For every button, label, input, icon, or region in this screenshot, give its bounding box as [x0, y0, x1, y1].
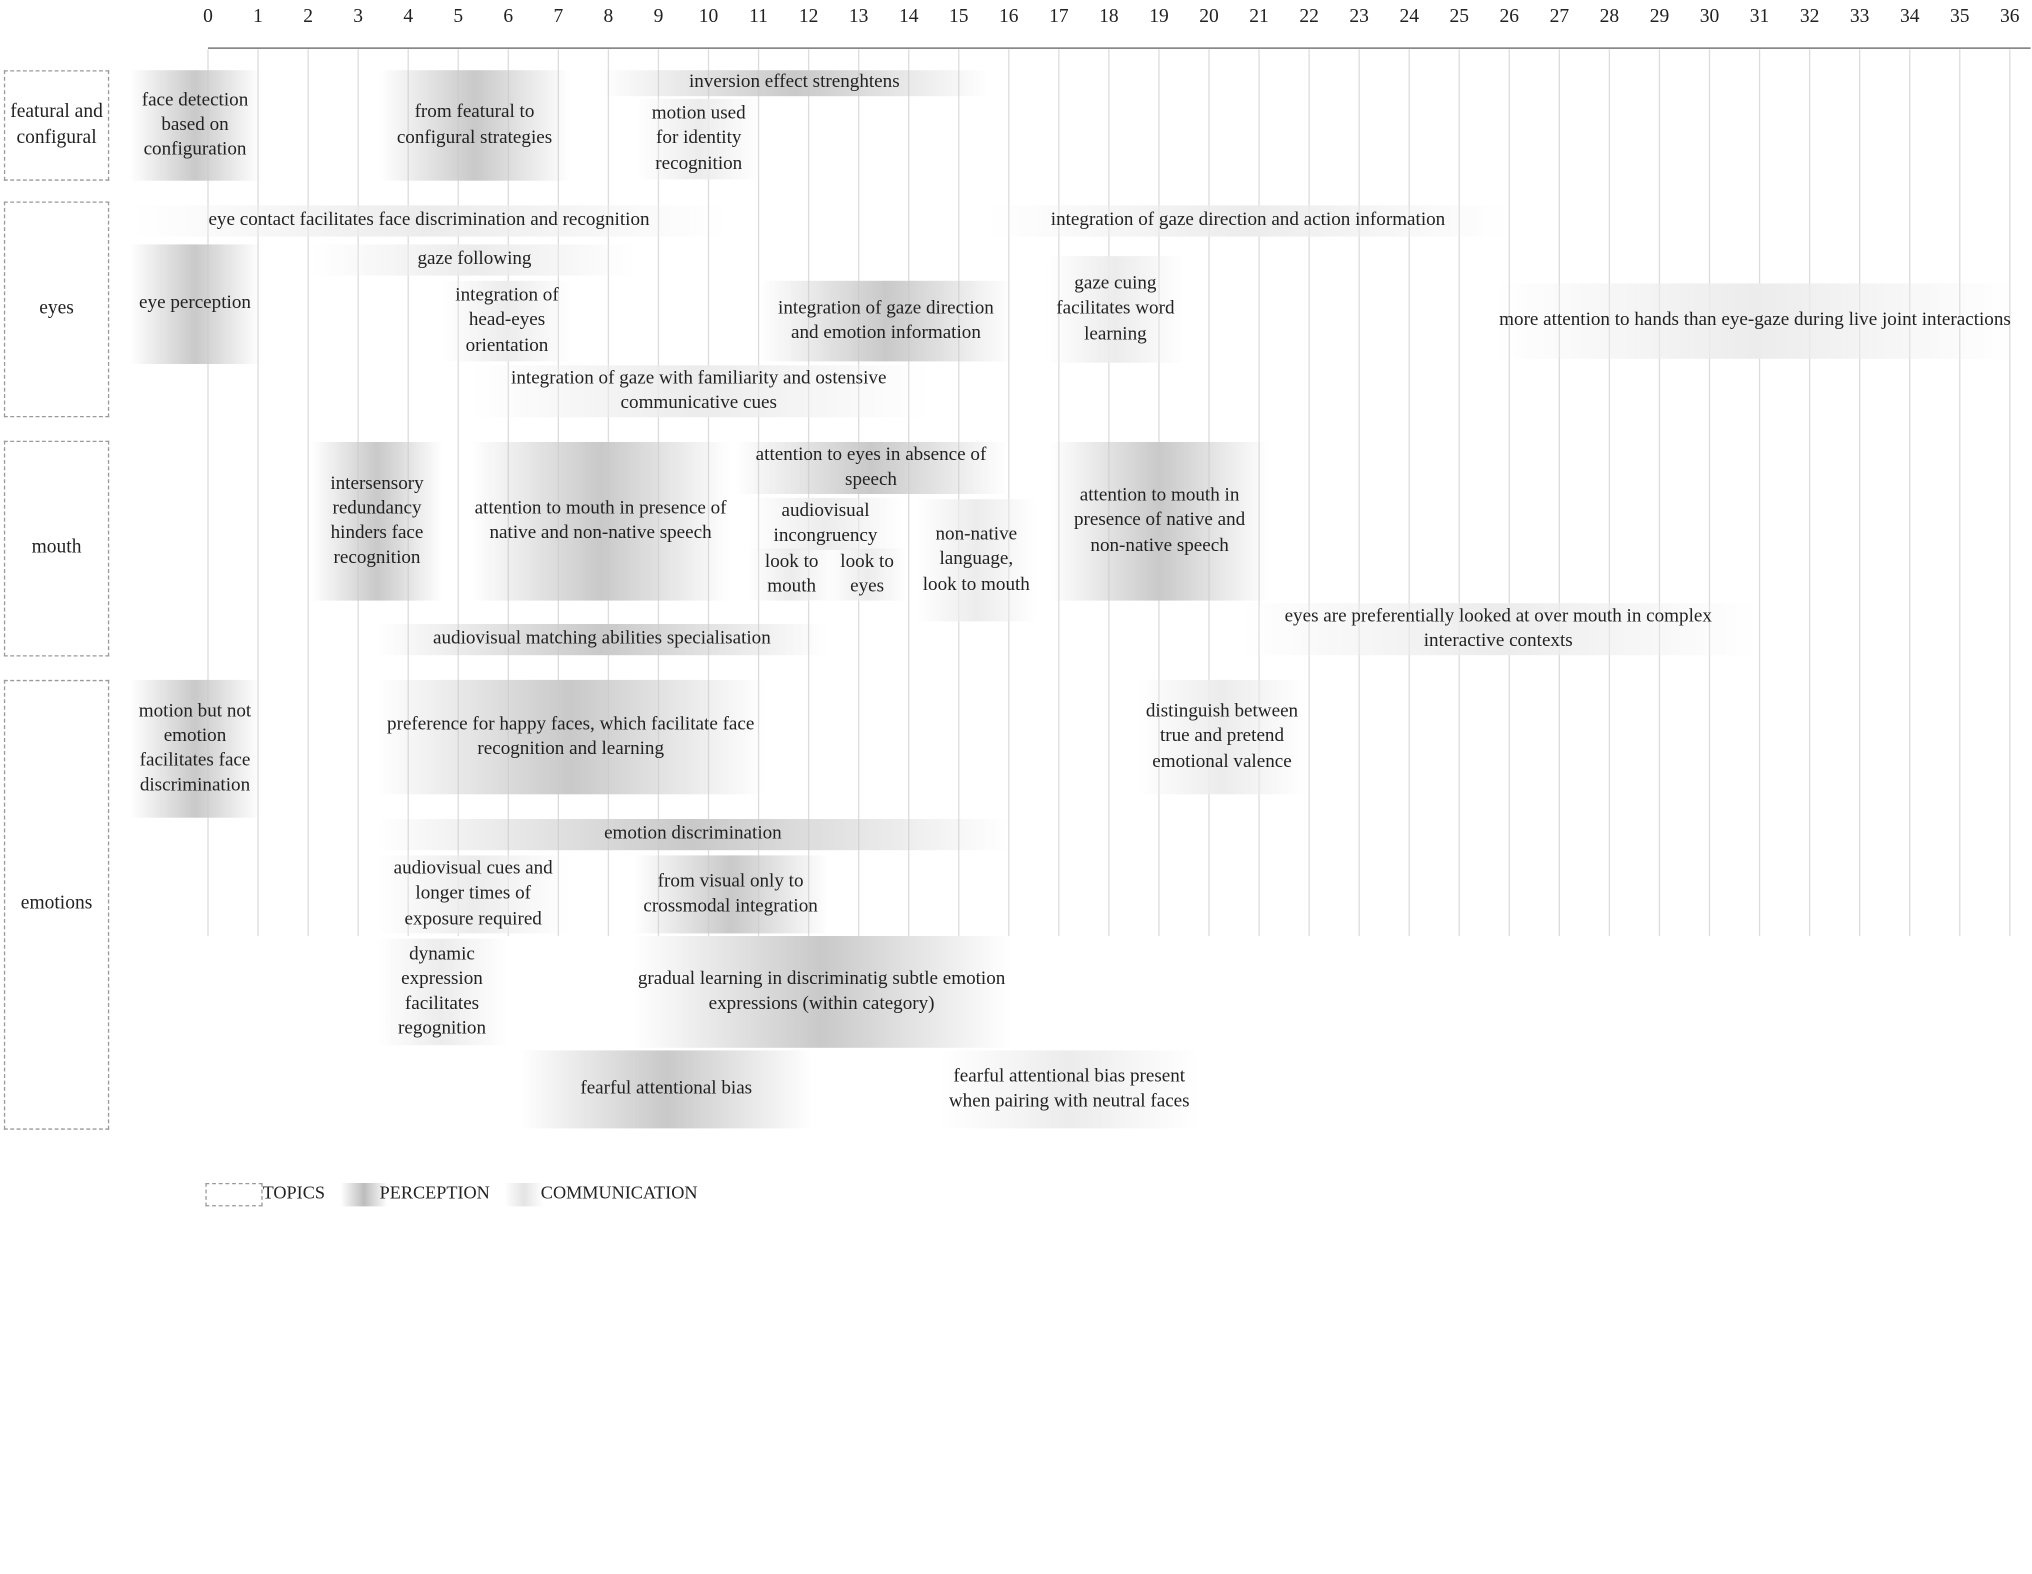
tick-label: 26 [1499, 6, 1520, 28]
box-text: integration of gaze direction and action information [1050, 209, 1446, 231]
box-gaze-familiarity [468, 365, 929, 417]
box-text: fearful attentional bias [580, 1078, 753, 1100]
tick-label: 2 [303, 6, 313, 28]
box-look-to-eyes [827, 549, 908, 601]
box-gaze-emotion [761, 281, 1012, 362]
tick-label: 29 [1649, 6, 1670, 28]
box-intersensory [312, 442, 442, 601]
box-fearful-bias-1 [520, 1050, 813, 1128]
topic-label: eyes [39, 298, 74, 319]
box-text: dynamic expression facilitates regognition [397, 943, 487, 1039]
box-text: integration of head-eyes orientation [455, 285, 559, 356]
tick-label: 4 [403, 6, 414, 28]
tick-label: 30 [1699, 6, 1720, 28]
tick-label: 5 [453, 6, 464, 28]
box-inversion-effect [601, 70, 988, 96]
tick-label: 0 [203, 6, 213, 28]
box-text: from featural to configural strategies [396, 101, 553, 148]
legend-label: COMMUNICATION [540, 1183, 698, 1204]
tick-label: 24 [1399, 6, 1419, 28]
tick-label: 15 [948, 6, 969, 28]
topic-label: mouth [31, 537, 82, 559]
box-motion-identity [637, 99, 761, 180]
box-attention-mouth-1 [471, 442, 731, 601]
box-av-incongruency [748, 498, 904, 550]
box-gaze-cuing [1047, 256, 1185, 363]
tick-label: 33 [1849, 6, 1870, 28]
box-hands-eye-gaze [1495, 283, 2015, 358]
box-text: face detection based on configuration [141, 89, 249, 160]
tick-label: 7 [553, 6, 564, 28]
tick-label: 13 [848, 6, 869, 28]
box-featural-to-configural [380, 70, 570, 181]
tick-label: 32 [1799, 6, 1820, 28]
box-text: more attention to hands than eye-gaze during live joint interactions [1499, 309, 2011, 331]
topic-eyes [4, 202, 109, 418]
legend-communication [541, 1183, 698, 1205]
legend-swatch-communication [504, 1183, 543, 1206]
box-true-pretend [1138, 680, 1307, 794]
box-emotion-discrimination [377, 819, 1009, 850]
tick-label: 22 [1299, 6, 1319, 28]
tick-label: 27 [1549, 6, 1570, 28]
box-text: audiovisual matching abilities specialisation [433, 628, 771, 650]
tick-label: 14 [898, 6, 919, 28]
box-text: eyes are preferentially looked at over mouth in complex interactive contexts [1284, 605, 1712, 652]
legend-perception [380, 1183, 490, 1205]
tick-label: 25 [1449, 6, 1469, 28]
box-eye-contact [130, 205, 728, 236]
box-text: emotion discrimination [604, 823, 782, 845]
box-text: fearful attentional bias present when pairing with neutral faces [948, 1065, 1190, 1112]
box-attention-eyes-no-speech [735, 442, 1008, 494]
tick-label: 9 [653, 6, 664, 28]
box-non-native-mouth [916, 499, 1036, 621]
tick-label: 23 [1349, 6, 1369, 28]
tick-label: 34 [1899, 6, 1920, 28]
box-happy-faces [377, 680, 764, 794]
tick-label: 31 [1749, 6, 1770, 28]
box-text: gaze following [417, 248, 532, 270]
tick-label: 8 [603, 6, 614, 28]
tick-label: 11 [749, 6, 768, 28]
box-text: non-native language, look to mouth [922, 524, 1030, 595]
box-eyes-over-mouth [1242, 603, 1755, 655]
box-text: attention to mouth in presence of native and non-native speech [1073, 485, 1246, 556]
box-text: gaze cuing facilitates word learning [1056, 273, 1175, 344]
box-text: from visual only to crossmodal integration [643, 870, 818, 917]
tick-label: 6 [503, 6, 514, 28]
box-dynamic-expression [377, 939, 507, 1046]
tick-label: 36 [2000, 6, 2020, 28]
box-fearful-bias-2 [942, 1050, 1196, 1128]
topic-label: featural and configural [10, 101, 103, 148]
box-text: audiovisual cues and longer times of exposure required [393, 858, 553, 929]
legend-topics [263, 1183, 325, 1205]
topic-label: emotions [20, 893, 93, 915]
topic-emotions [4, 680, 109, 1130]
box-text: look to eyes [840, 551, 894, 597]
legend-label: TOPICS [262, 1183, 325, 1204]
box-subtle-emotions [633, 936, 1010, 1048]
tick-label: 20 [1199, 6, 1219, 28]
tick-label: 3 [353, 6, 364, 28]
box-text: motion but not emotion facilitates face discrimination [138, 700, 252, 796]
box-head-eyes [442, 281, 572, 362]
tick-label: 18 [1099, 6, 1119, 28]
box-av-cues-exposure [377, 855, 569, 933]
tick-label: 16 [999, 6, 1019, 28]
box-text: integration of gaze direction and emotion information [778, 297, 994, 344]
box-text: inversion effect strenghtens [688, 72, 900, 93]
tick-label: 35 [1949, 6, 1970, 28]
box-attention-mouth-2 [1050, 442, 1268, 601]
box-text: integration of gaze with familiarity and ostensive communicative cues [511, 367, 887, 414]
legend-swatch-topics [205, 1183, 262, 1206]
box-av-matching [377, 624, 827, 655]
box-text: audiovisual incongruency [773, 500, 878, 546]
box-text: distinguish between true and pretend emotional valence [1145, 701, 1299, 772]
tick-label: 10 [698, 6, 719, 28]
box-motion-not-emotion [130, 680, 260, 818]
box-visual-to-crossmodal [633, 855, 828, 933]
box-text: preference for happy faces, which facilitate face recognition and learning [387, 713, 755, 760]
box-text: motion used for identity recognition [651, 103, 746, 174]
tick-label: 28 [1599, 6, 1620, 28]
box-eye-perception [130, 244, 260, 364]
box-text: eye contact facilitates face discrimination and recognition [208, 209, 650, 231]
topic-featural-configural [4, 70, 109, 181]
box-text: gradual learning in discriminatig subtle emotion expressions (within category) [637, 968, 1006, 1014]
box-gaze-following [312, 244, 637, 275]
box-text: intersensory redundancy hinders face recognition [330, 472, 424, 569]
tick-label: 19 [1149, 6, 1169, 28]
box-text: attention to mouth in presence of native and non-native speech [474, 497, 727, 544]
box-text: look to mouth [764, 551, 819, 597]
box-text: eye perception [139, 293, 251, 314]
box-gaze-action [988, 205, 1508, 236]
tick-label: 12 [798, 6, 819, 28]
box-look-to-mouth [748, 549, 836, 601]
legend-label: PERCEPTION [379, 1183, 490, 1204]
box-face-detection [130, 70, 260, 181]
topic-mouth [4, 441, 109, 657]
tick-label: 21 [1249, 6, 1269, 28]
tick-label: 1 [253, 6, 263, 28]
tick-label: 17 [1049, 6, 1069, 28]
box-text: attention to eyes in absence of speech [755, 444, 987, 491]
